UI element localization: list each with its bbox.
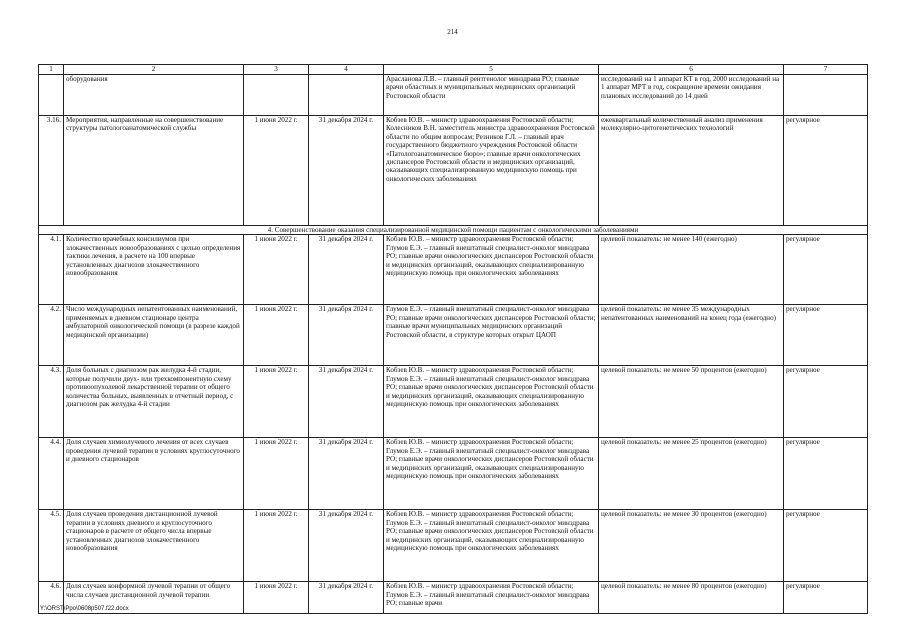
expected-result: целевой показатель: не менее 140 (ежегодно): [599, 235, 784, 305]
expected-result: целевой показатель: не менее 35 международных непатентованных наименований на конец года (ежегодно): [599, 305, 784, 366]
start-date: 1 июня 2022 г.: [244, 235, 309, 305]
section-title: 4. Совершенствование оказания специализированной медицинской помощи пациентам с онкологическими заболеваниями: [39, 226, 868, 235]
frequency: регулярное: [784, 438, 868, 510]
expected-result: ежеквартальный количественный анализ применения молекулярно-цитогенетических технологий: [599, 116, 784, 226]
row-number: 4.2.: [39, 305, 64, 366]
measure-name: оборудования: [64, 75, 244, 116]
frequency: регулярное: [784, 235, 868, 305]
page-number: 214: [447, 28, 458, 36]
table-row: [39, 116, 868, 226]
row-number: 4.5.: [39, 510, 64, 582]
expected-result: целевой показатель: не менее 30 процентов (ежегодно): [599, 510, 784, 582]
frequency: регулярное: [784, 510, 868, 582]
col-header-6: 6: [599, 65, 784, 75]
frequency: регулярное: [784, 116, 868, 226]
responsible-executors: Кобзев Ю.В. – министр здравоохранения Ростовской области; Глумов Е.Э. – главный внештатный специалист-онколог минздрава РО; главные врачи онкологических диспансеров Ростовской области и медицинских организаций, оказывающих специализированную медицинскую помощь при онкологических заболеваниях: [384, 510, 599, 582]
section-row: [39, 226, 868, 235]
responsible-executors: Кобзев Ю.В. – министр здравоохранения Ростовской области; Глумов Е.Э. – главный внештатный специалист-онколог минздрава РО; главные врачи: [384, 582, 599, 614]
col-header-4: 4: [309, 65, 384, 75]
table-row: [39, 510, 868, 582]
end-date: 31 декабря 2024 г.: [309, 235, 384, 305]
responsible-executors: Глумов Е.Э. – главный внештатный специалист-онколог минздрава РО; главные врачи онкологических диспансеров Ростовской области; главные врачи муниципальных медицинских организаций Ростовской области, в структуре которых открыт ЦАОП: [384, 305, 599, 366]
measure-name: Количество врачебных консилиумов при злокачественных новообразованиях с целью определения тактики лечения, в расчете на 100 впервые установленных диагнозов злокачественного новообразования: [64, 235, 244, 305]
measure-name: Мероприятия, направленные на совершенствование структуры патологоанатомической службы: [64, 116, 244, 226]
start-date: 1 июня 2022 г.: [244, 438, 309, 510]
col-header-2: 2: [64, 65, 244, 75]
col-header-3: 3: [244, 65, 309, 75]
table-row: [39, 305, 868, 366]
frequency: регулярное: [784, 582, 868, 614]
expected-result: целевой показатель: не менее 80 процентов (ежегодно): [599, 582, 784, 614]
row-number: [39, 75, 64, 116]
row-number: 4.1.: [39, 235, 64, 305]
end-date: 31 декабря 2024 г.: [309, 305, 384, 366]
col-header-1: 1: [39, 65, 64, 75]
responsible-executors: Кобзев Ю.В. – министр здравоохранения Ростовской области; Глумов Е.Э. – главный внештатный специалист-онколог минздрава РО; главные врачи онкологических диспансеров Ростовской области и медицинских организаций, оказывающих специализированную медицинскую помощь при онкологических заболеваниях: [384, 235, 599, 305]
responsible-executors: Кобзев Ю.В. – министр здравоохранения Ростовской области; Глумов Е.Э. – главный внештатный специалист-онколог минздрава РО; главные врачи онкологических диспансеров Ростовской области и медицинских организаций, оказывающих специализированную медицинскую помощь при онкологических заболеваниях: [384, 438, 599, 510]
measure-name: Число международных непатентованных наименований, применяемых в дневном стационаре центра амбулаторной онкологической помощи (в разрезе каждой медицинской организации): [64, 305, 244, 366]
end-date: [309, 75, 384, 116]
frequency: регулярное: [784, 305, 868, 366]
measure-name: Доля случаев химиолучевого лечения от всех случаев проведения лучевой терапии в условиях круглосуточного и дневного стационаров: [64, 438, 244, 510]
row-number: 3.16.: [39, 116, 64, 226]
start-date: 1 июня 2022 г.: [244, 366, 309, 438]
frequency: [784, 75, 868, 116]
row-number: 4.3.: [39, 366, 64, 438]
table-row: [39, 235, 868, 305]
responsible-executors: Арасланова Л.В. – главный рентгенолог минздрава РО; главные врачи областных и муниципальных медицинских организаций Ростовской области: [384, 75, 599, 116]
expected-result: исследований на 1 аппарат КТ в год, 2000 исследований на 1 аппарат МРТ в год, сокращение времени ожидания плановых исследований до 14 дней: [599, 75, 784, 116]
start-date: 1 июня 2022 г.: [244, 582, 309, 614]
end-date: 31 декабря 2024 г.: [309, 366, 384, 438]
table-row: [39, 582, 868, 614]
measure-name: Доля больных с диагнозом рак желудка 4-й стадии, которые получили двух- или трехкомпонентную схему противоопухолевой лекарственной терапии от общего количества больных, выявленных в отчетный период, с диагнозом рак желудка 4-й стадии: [64, 366, 244, 438]
table-row: [39, 366, 868, 438]
table-row: [39, 438, 868, 510]
measure-name: Доля случаев конформной лучевой терапии от общего числа случаев дистанционной лучевой терапии: [64, 582, 244, 614]
start-date: 1 июня 2022 г.: [244, 116, 309, 226]
col-header-7: 7: [784, 65, 868, 75]
expected-result: целевой показатель: не менее 50 процентов (ежегодно): [599, 366, 784, 438]
table-row: [39, 75, 868, 116]
header-row: [39, 65, 868, 75]
measure-name: Доля случаев проведения дистанционной лучевой терапии в условиях дневного и круглосуточного стационаров в расчете от общего числа впервые установленных диагнозов злокачественного новообразования: [64, 510, 244, 582]
start-date: 1 июня 2022 г.: [244, 510, 309, 582]
end-date: 31 декабря 2024 г.: [309, 438, 384, 510]
end-date: 31 декабря 2024 г.: [309, 116, 384, 226]
col-header-5: 5: [384, 65, 599, 75]
start-date: [244, 75, 309, 116]
row-number: 4.6.: [39, 582, 64, 614]
responsible-executors: Кобзев Ю.В. – министр здравоохранения Ростовской области; Глумов Е.Э. – главный внештатный специалист-онколог минздрава РО; главные врачи онкологических диспансеров Ростовской области и медицинских организаций, оказывающих специализированную медицинскую помощь при онкологических заболеваниях: [384, 366, 599, 438]
plan-table: [38, 64, 868, 614]
expected-result: целевой показатель: не менее 25 процентов (ежегодно): [599, 438, 784, 510]
start-date: 1 июня 2022 г.: [244, 305, 309, 366]
end-date: 31 декабря 2024 г.: [309, 510, 384, 582]
footer-file-path: Y:\ORST\Ppo\0608p507.f22.docx: [40, 606, 129, 612]
frequency: регулярное: [784, 366, 868, 438]
responsible-executors: Кобзев Ю.В. – министр здравоохранения Ростовской области; Колесников В.Н. заместитель министра здравоохранения Ростовской области по общим вопросам; Резников Г.Л. – главный врач государственного бюджетного учреждения Ростовской области «Патологоанатомическое бюро»; главные врачи онкологических диспансеров Ростовской области и медицинских организаций, оказывающих специализированную медицинскую помощь при онкологических заболеваниях: [384, 116, 599, 226]
row-number: 4.4.: [39, 438, 64, 510]
end-date: 31 декабря 2024 г.: [309, 582, 384, 614]
